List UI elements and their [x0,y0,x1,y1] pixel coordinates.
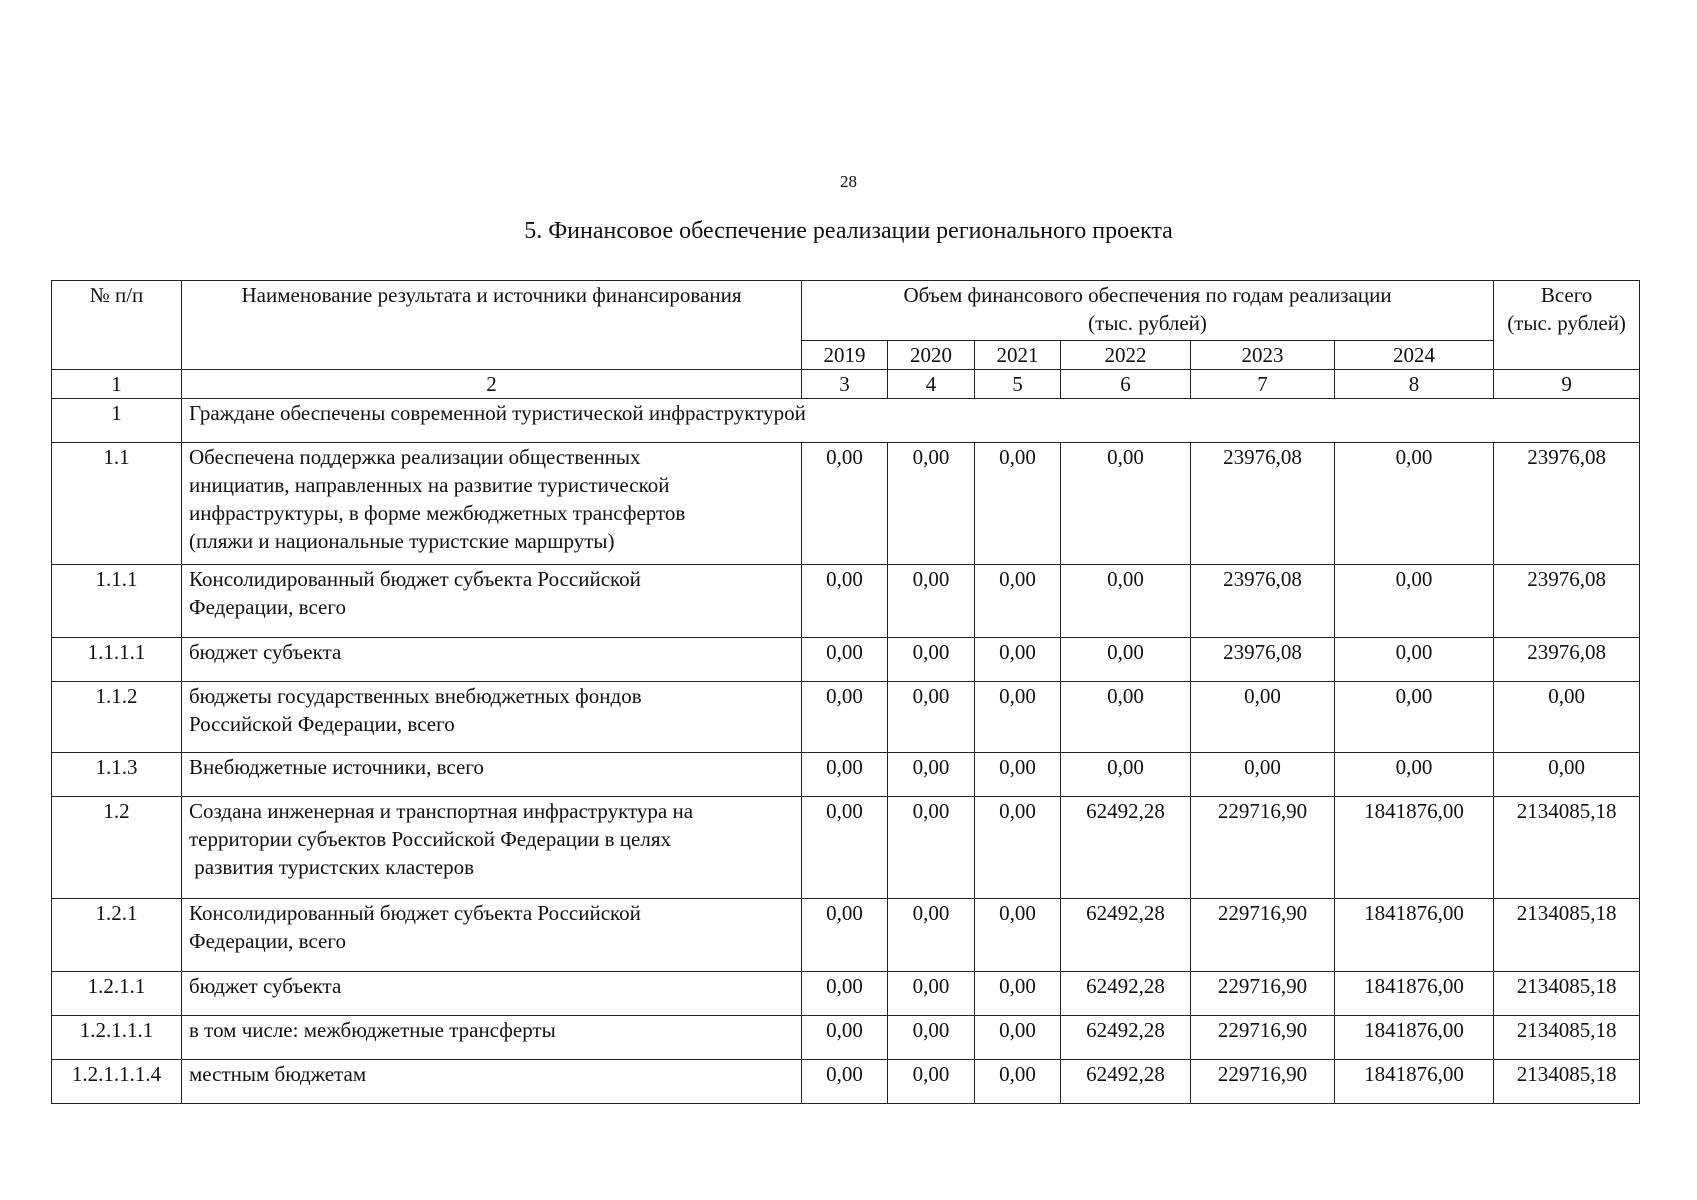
year-cell: 2023 [1191,341,1335,370]
value-cell: 1841876,00 [1335,972,1494,1016]
row-name [182,638,802,682]
value-cell: 62492,28 [1061,797,1191,899]
row-name [182,753,802,797]
column-numbers-row [52,370,1640,399]
value-cell: 0,00 [1335,682,1494,753]
year-cell: 2021 [975,341,1061,370]
column-number: 3 [802,370,888,399]
value-cell: 0,00 [975,682,1061,753]
value-cell: 0,00 [802,1016,888,1060]
value-cell: 0,00 [1061,682,1191,753]
row-name-line: местным бюджетам [189,1062,367,1086]
value-cell: 0,00 [888,565,975,638]
row-name-line: Российской Федерации, всего [189,712,455,736]
year-cell: 2024 [1335,341,1494,370]
row-name-line: Федерации, всего [189,929,346,953]
row-num: 1.2.1 [52,899,182,972]
header-total [1494,281,1640,370]
table-row [52,638,1640,682]
table-row [52,682,1640,753]
value-cell: 0,00 [975,899,1061,972]
value-cell: 23976,08 [1191,638,1335,682]
column-number: 6 [1061,370,1191,399]
row-name-line: территории субъектов Российской Федерации в целях [189,827,671,851]
value-cell: 0,00 [1335,753,1494,797]
value-cell: 0,00 [1191,753,1335,797]
row-name-line: Консолидированный бюджет субъекта Российской [189,901,641,925]
value-cell: 0,00 [888,1016,975,1060]
table-row [52,565,1640,638]
value-cell: 229716,90 [1191,972,1335,1016]
header-total-line2: (тыс. рублей) [1507,311,1626,335]
section-title: 5. Финансовое обеспечение реализации регионального проекта [524,218,1173,244]
column-number: 9 [1494,370,1640,399]
section-name: Граждане обеспечены современной туристической инфраструктурой [182,399,1640,443]
value-cell: 0,00 [802,443,888,565]
value-cell: 229716,90 [1191,1060,1335,1104]
row-name-line: Федерации, всего [189,595,346,619]
value-cell: 0,00 [975,972,1061,1016]
value-cell: 0,00 [802,899,888,972]
row-num: 1.1.1 [52,565,182,638]
value-cell: 0,00 [888,443,975,565]
value-cell: 23976,08 [1494,565,1640,638]
value-cell: 2134085,18 [1494,899,1640,972]
header-total-line1: Всего [1540,283,1593,307]
row-name-line: Создана инженерная и транспортная инфраструктура на [189,799,694,823]
table-row [52,797,1640,899]
value-cell: 2134085,18 [1494,1060,1640,1104]
value-cell: 0,00 [888,899,975,972]
row-name-line: бюджеты государственных внебюджетных фондов [189,684,642,708]
section-row [52,399,1640,443]
value-cell: 62492,28 [1061,1016,1191,1060]
value-cell: 0,00 [888,638,975,682]
value-cell: 0,00 [888,972,975,1016]
row-name [182,443,802,565]
value-cell: 0,00 [888,753,975,797]
table-row [52,443,1640,565]
row-num: 1.1.3 [52,753,182,797]
header-num: № п/п [52,281,182,370]
row-name [182,972,802,1016]
value-cell: 0,00 [975,1060,1061,1104]
section-num: 1 [52,399,182,443]
column-number: 7 [1191,370,1335,399]
value-cell: 1841876,00 [1335,797,1494,899]
value-cell: 0,00 [1191,682,1335,753]
year-cell: 2019 [802,341,888,370]
value-cell: 1841876,00 [1335,899,1494,972]
value-cell: 2134085,18 [1494,1016,1640,1060]
table-row [52,1060,1640,1104]
value-cell: 62492,28 [1061,899,1191,972]
row-num: 1.2.1.1 [52,972,182,1016]
column-number: 1 [52,370,182,399]
value-cell: 0,00 [975,565,1061,638]
year-cell: 2020 [888,341,975,370]
value-cell: 0,00 [975,638,1061,682]
header-volume-line1: Объем финансового обеспечения по годам реализации [903,283,1392,307]
value-cell: 0,00 [802,753,888,797]
value-cell: 0,00 [975,443,1061,565]
value-cell: 1841876,00 [1335,1060,1494,1104]
value-cell: 0,00 [888,1060,975,1104]
value-cell: 0,00 [1061,638,1191,682]
value-cell: 0,00 [1335,565,1494,638]
header-volume [802,281,1494,341]
row-num: 1.2.1.1.1 [52,1016,182,1060]
value-cell: 0,00 [1061,443,1191,565]
column-number: 5 [975,370,1061,399]
value-cell: 229716,90 [1191,797,1335,899]
value-cell: 2134085,18 [1494,972,1640,1016]
page-number: 28 [840,172,857,191]
row-num: 1.1 [52,443,182,565]
value-cell: 23976,08 [1191,443,1335,565]
value-cell: 23976,08 [1494,443,1640,565]
table-body [52,399,1640,1104]
value-cell: 0,00 [802,682,888,753]
row-name-line: инициатив, направленных на развитие туристической [189,473,670,497]
value-cell: 0,00 [802,1060,888,1104]
row-num: 1.2.1.1.1.4 [52,1060,182,1104]
table-row [52,899,1640,972]
value-cell: 0,00 [1061,753,1191,797]
value-cell: 23976,08 [1191,565,1335,638]
value-cell: 0,00 [975,753,1061,797]
row-num: 1.1.1.1 [52,638,182,682]
column-number: 4 [888,370,975,399]
value-cell: 0,00 [975,1016,1061,1060]
row-name-line: бюджет субъекта [189,640,342,664]
value-cell: 0,00 [1335,638,1494,682]
table-row [52,753,1640,797]
table-row [52,972,1640,1016]
value-cell: 23976,08 [1494,638,1640,682]
financing-table [51,280,1640,1104]
value-cell: 0,00 [1494,682,1640,753]
value-cell: 1841876,00 [1335,1016,1494,1060]
value-cell: 0,00 [975,797,1061,899]
value-cell: 0,00 [802,972,888,1016]
row-name-line: (пляжи и национальные туристские маршруты) [189,529,615,553]
header-volume-line2: (тыс. рублей) [1088,311,1207,335]
column-number: 8 [1335,370,1494,399]
row-name-line: бюджет субъекта [189,974,342,998]
row-name-line: Обеспечена поддержка реализации общественных [189,445,641,469]
row-name-line: инфраструктуры, в форме межбюджетных трансфертов [189,501,686,525]
value-cell: 229716,90 [1191,899,1335,972]
row-name-line: Консолидированный бюджет субъекта Российской [189,567,641,591]
value-cell: 0,00 [1061,565,1191,638]
value-cell: 62492,28 [1061,1060,1191,1104]
row-name [182,565,802,638]
row-num: 1.1.2 [52,682,182,753]
value-cell: 229716,90 [1191,1016,1335,1060]
row-num: 1.2 [52,797,182,899]
value-cell: 0,00 [1335,443,1494,565]
value-cell: 0,00 [802,565,888,638]
value-cell: 0,00 [888,682,975,753]
row-name-line: развития туристских кластеров [189,855,474,879]
value-cell: 0,00 [802,638,888,682]
row-name-line: Внебюджетные источники, всего [189,755,484,779]
row-name [182,1016,802,1060]
row-name [182,797,802,899]
value-cell: 62492,28 [1061,972,1191,1016]
value-cell: 2134085,18 [1494,797,1640,899]
row-name-line: в том числе: межбюджетные трансферты [189,1018,556,1042]
year-cell: 2022 [1061,341,1191,370]
table-row [52,1016,1640,1060]
header-name: Наименование результата и источники финансирования [182,281,802,370]
row-name [182,682,802,753]
row-name [182,1060,802,1104]
value-cell: 0,00 [802,797,888,899]
value-cell: 0,00 [888,797,975,899]
row-name [182,899,802,972]
header-row [52,281,1640,341]
column-number: 2 [182,370,802,399]
table-header [52,281,1640,399]
value-cell: 0,00 [1494,753,1640,797]
